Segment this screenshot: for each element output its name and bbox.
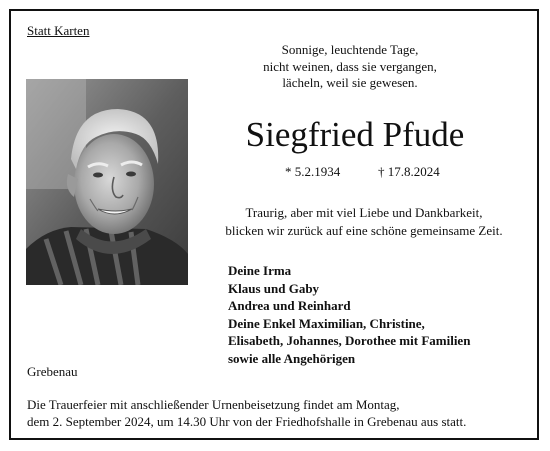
poem-line: Sonnige, leuchtende Tage, — [281, 42, 419, 57]
message-line: blicken wir zurück auf eine schöne gemeinsame Zeit. — [225, 222, 503, 238]
notice-tag: Statt Karten — [27, 23, 90, 38]
mourner-line: sowie alle Angehörigen — [228, 350, 356, 366]
ceremony-line: dem 2. September 2024, um 14.30 Uhr von der Friedhofshalle in Grebenau aus statt. — [27, 414, 467, 429]
mourners-list — [228, 262, 470, 367]
ceremony-line: Die Trauerfeier mit anschließender Urnenbeisetzung findet am Montag, — [27, 397, 400, 412]
mourner-line: Deine Enkel Maximilian, Christine, — [228, 315, 425, 331]
place-name: Grebenau — [27, 364, 78, 379]
poem — [250, 42, 450, 92]
mourner-line: Andrea und Reinhard — [228, 298, 351, 313]
poem-line: lächeln, weil sie gewesen. — [282, 75, 418, 90]
ceremony-info — [27, 396, 466, 430]
portrait-illustration — [26, 79, 188, 285]
message-line: Traurig, aber mit viel Liebe und Dankbarkeit, — [245, 205, 483, 220]
poem-line: nicht weinen, dass sie vergangen, — [263, 58, 437, 74]
birth-date: * 5.2.1934 — [285, 164, 341, 179]
mourner-line: Klaus und Gaby — [228, 280, 320, 296]
deceased-name: Siegfried Pfude — [245, 115, 465, 154]
mourner-line: Elisabeth, Johannes, Dorothee mit Familien — [228, 333, 471, 348]
death-date: † 17.8.2024 — [378, 164, 440, 179]
condolence-message — [200, 204, 528, 239]
mourner-line: Deine Irma — [228, 263, 292, 278]
portrait-photo — [26, 79, 188, 285]
